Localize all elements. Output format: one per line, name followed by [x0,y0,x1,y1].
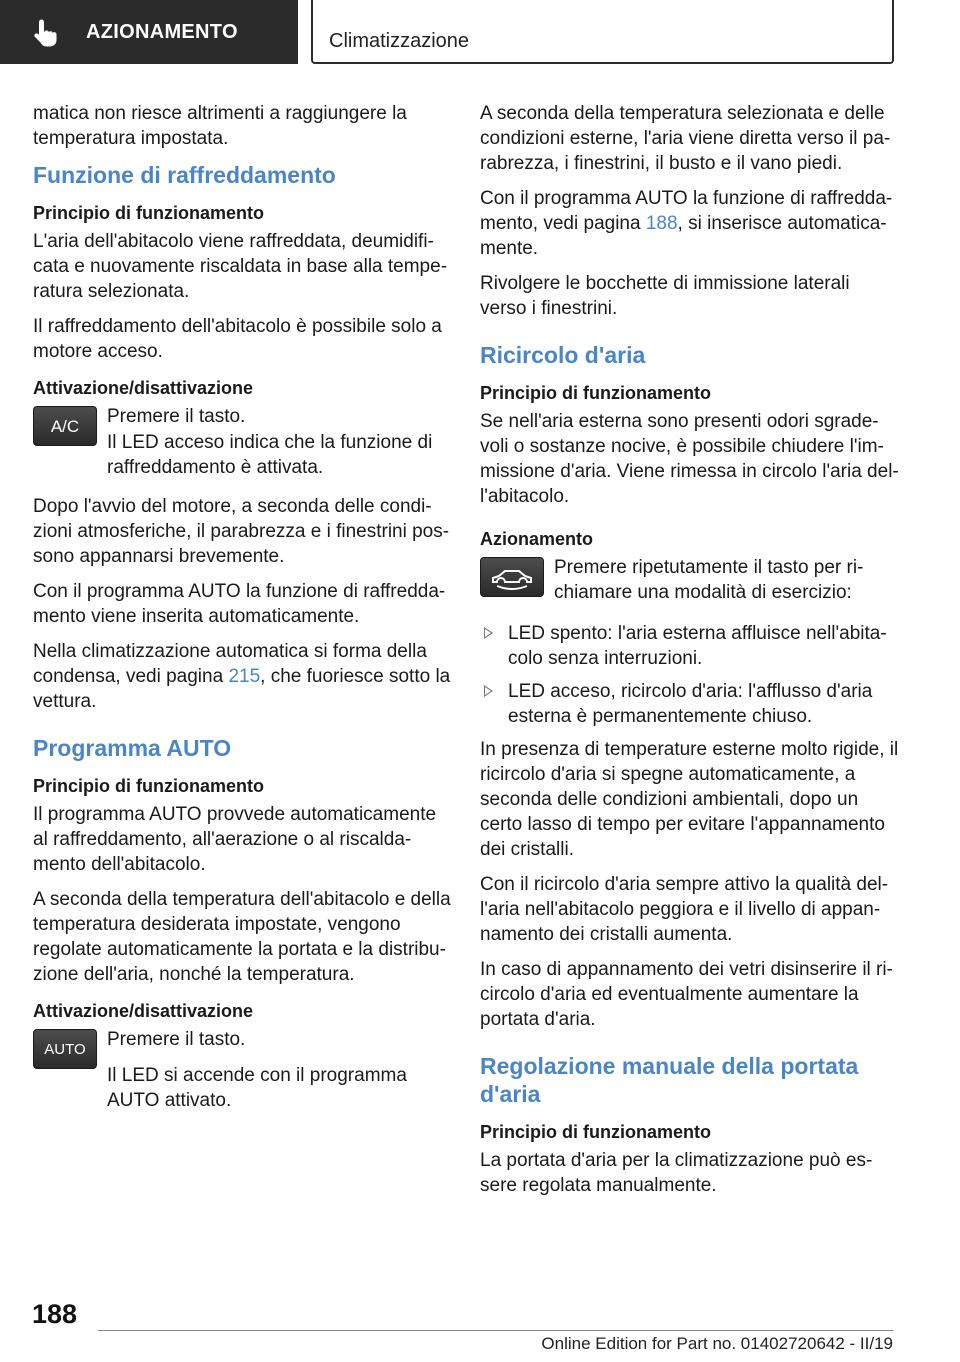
triangle-bullet-icon [484,627,493,639]
mode-list [480,621,900,729]
heading-cooling: Funzione di raffreddamento [33,162,336,188]
paragraph [480,186,900,261]
paragraph: In presenza di temperature esterne molto rigide, il ricircolo d'aria si spegne automaticamente, a seconda delle condizioni ambientali, dopo un certo lasso di tempo per evitare l'appannamento dei cristalli. [480,739,899,860]
paragraph: Dopo l'avvio del motore, a seconda delle condi-zioni atmosferiche, il parabrezza e i finestrini pos-sono appannarsi brevemente. [33,496,450,567]
recirc-button-instruction [480,555,900,611]
ac-button-instruction [33,404,453,454]
page-number: 188 [32,1299,78,1329]
recirc-button-image [480,557,544,597]
heading-recirculation: Ricircolo d'aria [480,342,646,368]
triangle-bullet-icon [484,685,493,697]
subheading-principle: Principio di funzionamento [33,203,264,223]
paragraph: A seconda della temperatura dell'abitacolo e della temperatura desiderata impostate, vengono regolate automaticamente la portata e la distribu-zione dell'aria, nonché la temperatura. [33,889,451,985]
list-item [480,679,900,729]
subheading-principle: Principio di funzionamento [480,1122,711,1142]
ac-button-image: A/C [33,406,97,446]
right-column [480,101,900,1208]
page-link[interactable]: 215 [228,666,261,687]
heading-auto: Programma AUTO [33,735,232,761]
section-tab [0,0,298,64]
section-title: AZIONAMENTO [86,21,238,43]
paragraph: Se nell'aria esterna sono presenti odori sgrade-voli o sostanze nocive, è possibile chiudere l'im-missione d'aria. Viene rimessa in circolo l'aria del-l'abitacolo. [480,411,899,507]
paragraph: Il programma AUTO provvede automaticamente al raffreddamento, all'aerazione o al riscalda-mento dell'abitacolo. [33,804,437,875]
subheading-operation: Azionamento [480,529,594,549]
text: , che fuoriesce sotto la vettura. [33,666,451,712]
paragraph: Rivolgere le bocchette di immissione laterali verso i finestrini. [480,273,850,319]
paragraph: Con il ricircolo d'aria sempre attivo la qualità del-l'aria nell'abitacolo peggiora e il livello di appan-namento dei cristalli aumenta. [480,874,889,945]
car-recirculation-icon [489,566,535,590]
paragraph: Con il programma AUTO la funzione di raffredda-mento viene inserita automaticamente. [33,581,446,627]
text: , si inserisce automatica-mente. [480,213,887,259]
paragraph: A seconda della temperatura selezionata e delle condizioni esterne, l'aria viene diretta verso il pa-rabrezza, i finestrini, il busto e il vano piedi. [480,103,891,174]
paragraph: L'aria dell'abitacolo viene raffreddata, deumidifi-cata e nuovamente riscaldata in base alla tempe-ratura selezionata. [33,231,448,302]
auto-button-instruction [33,1027,453,1077]
heading-manual-airflow: Regolazione manuale della portata d'aria [480,1053,859,1107]
left-column [33,101,453,1123]
chapter-box [311,0,894,64]
led-text: Il LED acceso indica che la funzione di raffreddamento è attivata. [107,432,433,478]
chapter-title: Climatizzazione [329,30,470,52]
paragraph: In caso di appannamento dei vetri disinserire il ri-circolo d'aria ed eventualmente aumentare la portata d'aria. [480,959,893,1030]
footer-edition: Online Edition for Part no. 01402720642 - II/19 [541,1334,893,1353]
paragraph: La portata d'aria per la climatizzazione può es-sere regolata manualmente. [480,1150,873,1196]
paragraph: matica non riesce altrimenti a raggiungere la temperatura impostata. [33,103,407,149]
list-item [480,621,900,671]
footer-divider [98,1330,893,1331]
instruction: Premere il tasto. [107,406,246,427]
text: Con il programma AUTO la funzione di raffredda-mento, vedi pagina [480,188,893,234]
auto-button-image: AUTO [33,1029,97,1069]
paragraph [33,639,453,714]
list-item-text: LED spento: l'aria esterna affluisce nell'abita-colo senza interruzioni. [508,623,887,669]
subheading-activation: Attivazione/disattivazione [33,378,254,398]
instruction: Premere ripetutamente il tasto per ri-chiamare una modalità di esercizio: [554,557,864,603]
subheading-activation: Attivazione/disattivazione [33,1001,254,1021]
paragraph: Il raffreddamento dell'abitacolo è possibile solo a motore acceso. [33,316,442,362]
instruction: Premere il tasto. [107,1029,246,1050]
hand-pointer-icon [30,18,60,48]
subheading-principle: Principio di funzionamento [480,383,711,403]
text: Nella climatizzazione automatica si forma della condensa, vedi pagina [33,641,427,687]
page-link[interactable]: 188 [645,213,678,234]
subheading-principle: Principio di funzionamento [33,776,264,796]
list-item-text: LED acceso, ricircolo d'aria: l'afflusso d'aria esterna è permanentemente chiuso. [508,681,873,727]
led-text: Il LED si accende con il programma AUTO attivato. [107,1065,407,1111]
